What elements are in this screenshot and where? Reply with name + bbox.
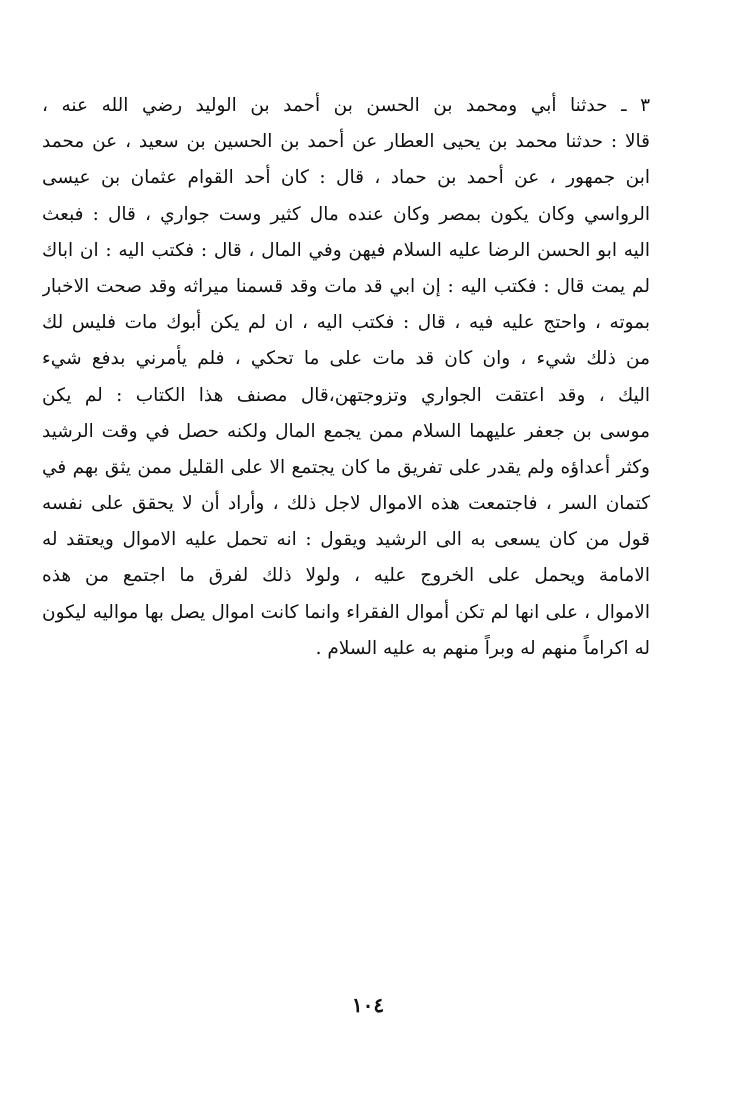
text-line: الامامة ويحمل على الخروج عليه ، ولولا ذلك لفرق ما اجتمع من هذه bbox=[42, 565, 650, 587]
page-number: ١٠٤ bbox=[351, 993, 385, 1017]
text-line: بموته ، واحتج عليه فيه ، قال : فكتب اليه ، ان لم يكن أبوك مات فليس لك bbox=[42, 312, 650, 334]
text-line: كتمان السر ، فاجتمعت هذه الاموال لاجل ذلك ، وأراد أن لا يحقق على نفسه bbox=[42, 493, 650, 515]
text-line: من ذلك شيء ، وان كان قد مات على ما تحكي ، فلم يأمرني بدفع شيء bbox=[42, 348, 650, 370]
text-line: الرواسي وكان يكون بمصر وكان عنده مال كثير وست جواري ، قال : فبعث bbox=[42, 203, 650, 225]
text-line: اليك ، وقد اعتقت الجواري وتزوجتهن،قال مصنف هذا الكتاب : لم يكن bbox=[42, 384, 650, 406]
text-line: اليه ابو الحسن الرضا عليه السلام فيهن وفي المال ، قال : فكتب اليه : ان اباك bbox=[42, 239, 650, 261]
hadith-paragraph bbox=[42, 88, 650, 667]
text-line: قالا : حدثنا محمد بن يحيى العطار عن أحمد بن الحسين بن سعيد ، عن محمد bbox=[42, 131, 650, 153]
text-line: موسى بن جعفر عليهما السلام ممن يجمع المال ولكنه حصل في وقت الرشيد bbox=[42, 420, 650, 442]
text-line: وكثر أعداؤه ولم يقدر على تفريق ما كان يجتمع الا على القليل ممن يثق بهم في bbox=[42, 456, 650, 478]
text-line: لم يمت قال : فكتب اليه : إن ابي قد مات وقد قسمنا ميراثه وقد صحت الاخبار bbox=[42, 275, 650, 297]
text-line-final: له اكراماً منهم له وبراً منهم به عليه السلام . bbox=[315, 637, 650, 659]
text-line: ٣ ـ حدثنا أبي ومحمد بن الحسن بن أحمد بن الوليد رضي الله عنه ، bbox=[42, 95, 650, 116]
text-line: الاموال ، على انها لم تكن أموال الفقراء وانما كانت اموال يصل بها مواليه ليكون bbox=[42, 601, 650, 623]
text-line: ابن جمهور ، عن أحمد بن حماد ، قال : كان أحد القوام عثمان بن عيسى bbox=[42, 167, 650, 189]
text-line: قول من كان يسعى به الى الرشيد ويقول : انه تحمل عليه الاموال ويعتقد له bbox=[42, 529, 650, 551]
